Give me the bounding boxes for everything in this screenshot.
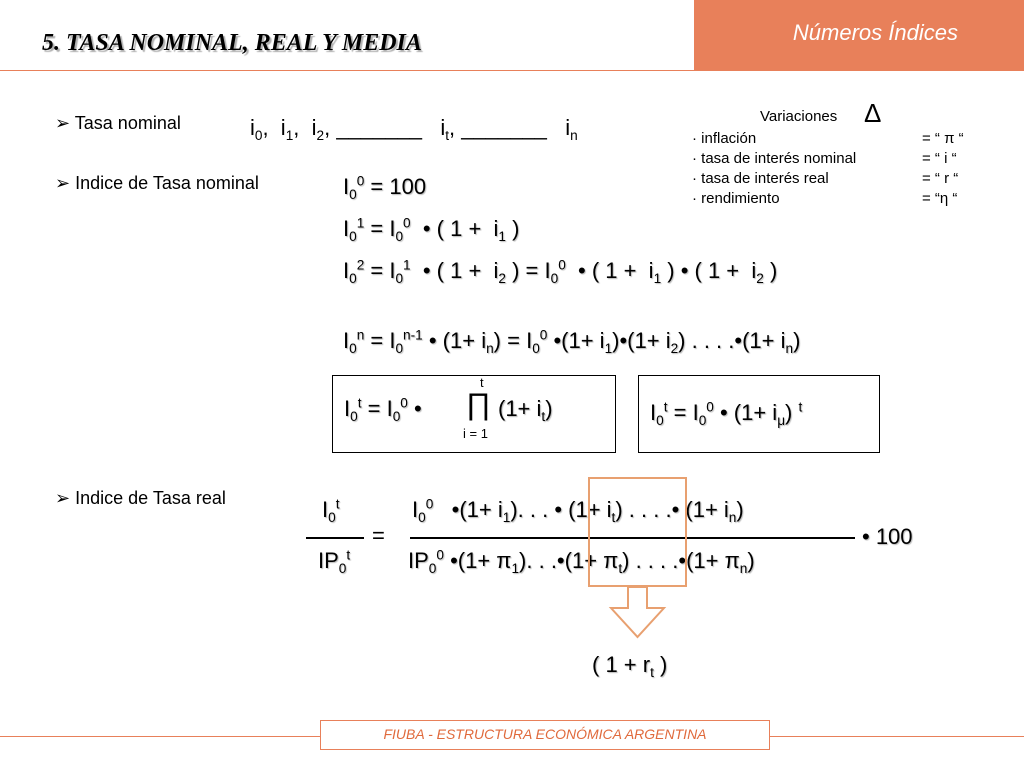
formula-index-n: $I_0^n = I_0^{n-1}$ • $(1+ i_n) = I_0^0$ •(1+ $i_1)•(1+ i_2)$ . . . .•(1+ $i_n$): [343, 327, 801, 356]
variacion-label: · tasa de interés nominal: [692, 150, 857, 167]
blank-line: _______: [461, 115, 547, 140]
product-upper-limit: t: [480, 375, 484, 390]
product-term: $(1+ i_t)$: [498, 396, 553, 424]
bullet-label: Indice de Tasa real: [75, 488, 226, 508]
bullet-marker-icon: ➢: [55, 113, 71, 133]
footer-text: FIUBA - ESTRUCTURA ECONÓMICA ARGENTINA: [383, 726, 707, 742]
equals-sign: =: [372, 523, 385, 548]
variacion-label: · rendimiento: [692, 190, 780, 207]
formula-index-1: $I_0^1 = I_0^0$ • ( $1 + i_1$ ): [343, 215, 520, 244]
fraction-left-numerator: $I_0^t$: [322, 496, 340, 525]
variacion-symbol: = “ π “: [922, 130, 964, 147]
variacion-symbol: = “ i “: [922, 150, 957, 167]
base-value: 100: [389, 174, 427, 199]
bullet-label: Tasa nominal: [74, 113, 181, 133]
section-title: 5. TASA NOMINAL, REAL Y MEDIA: [42, 30, 422, 56]
fraction-right-numerator: $I_0^0$ •(1+ $i_1$). . . • $(1+ i_t)$ . . . .• $(1+ i_n)$: [412, 496, 744, 525]
topic-title: Números Índices: [792, 20, 958, 45]
blank-line: _______: [336, 115, 422, 140]
variacion-symbol: = “η “: [922, 190, 958, 207]
delta-icon: Δ: [864, 98, 882, 128]
formula-index-base: $I_0^0 = 100$: [343, 173, 427, 202]
variacion-label: · tasa de interés real: [692, 170, 829, 187]
product-lower-limit: i = 1: [463, 426, 488, 441]
bullet-tasa-nominal: [55, 113, 181, 134]
bullet-indice-tasa-nominal: [55, 173, 259, 194]
variacion-label: · inflación: [692, 130, 757, 147]
header-divider: [0, 70, 1024, 71]
variacion-symbol: = “ r “: [922, 170, 959, 187]
fraction-bar: [306, 537, 364, 539]
mean-rate-formula: $I_0^t = I_0^0$ • $(1+ i_\mu)$ $^t$: [650, 399, 803, 428]
bullet-label: Indice de Tasa nominal: [75, 173, 259, 193]
multiplier-100: • 100: [862, 524, 913, 549]
bullet-indice-tasa-real: [55, 488, 226, 509]
result-text: ( 1 + r: [592, 652, 651, 677]
bullet-marker-icon: ➢: [55, 488, 71, 508]
real-rate-result: [592, 652, 667, 678]
variaciones-title: Variaciones: [760, 108, 838, 125]
rate-sequence: $i_0$, $i_1$, $i_2$, _______ $i_t$, _______ $i_n$: [250, 115, 578, 143]
product-formula: $I_0^t = I_0^0$ •: [344, 395, 422, 424]
variaciones-panel: [692, 100, 992, 210]
fraction-left-denominator: $IP_0^t$: [318, 547, 351, 576]
highlight-arrow-icon: [580, 470, 700, 640]
product-icon: ∏: [466, 388, 491, 421]
fraction-right-denominator: $IP_0^0$ •(1+ $\pi_1$). . .•(1+ $\pi_t$) . . . .•(1+ $\pi_n$): [408, 547, 755, 576]
formula-index-2: $I_0^2 = I_0^1$ • ( $1 + i_2$ ) = $I_0^0$ • ( $1 + i_1$ ) • ( $1 + i_2$ ): [343, 257, 778, 286]
bullet-marker-icon: ➢: [55, 173, 71, 193]
result-close: ): [653, 652, 668, 677]
result-subscript: t: [650, 664, 654, 680]
variacion-item: [692, 150, 992, 170]
variacion-item: [692, 170, 992, 190]
variacion-item: [692, 130, 992, 150]
variacion-item: [692, 190, 992, 210]
